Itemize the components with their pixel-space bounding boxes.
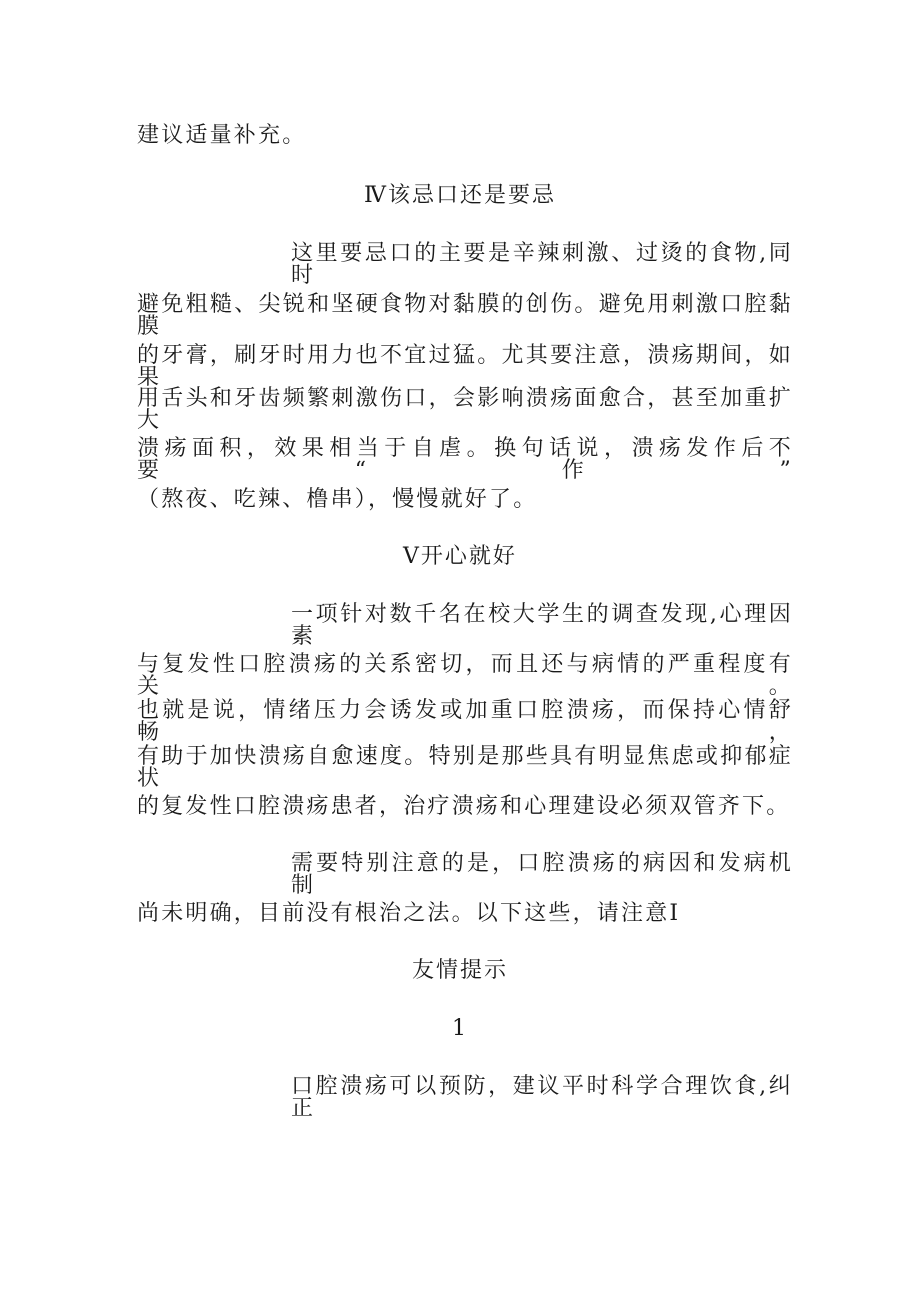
paragraph-line: 也就是说，情绪压力会诱发或加重口腔溃疡，而保持心情舒畅， bbox=[137, 698, 793, 745]
paragraph-line: 这里要忌口的主要是辛辣刺激、过烫的食物,同时 bbox=[291, 241, 793, 288]
paragraph-line: 溃疡面积，效果相当于自虐。换句话说，溃疡发作后不要“作” bbox=[137, 436, 793, 483]
paragraph-line: 有助于加快溃疡自愈速度。特别是那些具有明显焦虑或抑郁症状 bbox=[137, 744, 793, 791]
paragraph-line: 的牙膏，刷牙时用力也不宜过猛。尤其要注意，溃疡期间，如果 bbox=[137, 343, 793, 390]
paragraph-line: 一项针对数千名在校大学生的调查发现,心理因素 bbox=[291, 602, 793, 649]
section-heading-5: V开心就好 bbox=[403, 544, 517, 569]
paragraph-line: 建议适量补充。 bbox=[137, 123, 307, 148]
tips-number: 1 bbox=[452, 1016, 468, 1041]
paragraph-line: 口腔溃疡可以预防，建议平时科学合理饮食,纠正 bbox=[291, 1074, 793, 1121]
paragraph-line: 用舌头和牙齿频繁刺激伤口，会影响溃疡面愈合，甚至加重扩大 bbox=[137, 386, 793, 433]
paragraph-line: （熬夜、吃辣、橹串），慢慢就好了。 bbox=[137, 487, 538, 512]
paragraph-line: 需要特别注意的是，口腔溃疡的病因和发病机制 bbox=[291, 851, 793, 898]
paragraph-line: 尚未明确，目前没有根治之法。以下这些，请注意I bbox=[137, 901, 681, 926]
paragraph-line: 的复发性口腔溃疡患者，治疗溃疡和心理建设必须双管齐下。 bbox=[137, 794, 791, 819]
section-heading-4: Ⅳ该忌口还是要忌 bbox=[364, 183, 556, 208]
paragraph-line: 与复发性口腔溃疡的关系密切，而且还与病情的严重程度有关。 bbox=[137, 652, 793, 699]
paragraph-line: 避免粗糙、尖锐和坚硬食物对黏膜的创伤。避免用刺激口腔黏膜 bbox=[137, 292, 793, 339]
tips-heading: 友情提示 bbox=[411, 958, 508, 983]
